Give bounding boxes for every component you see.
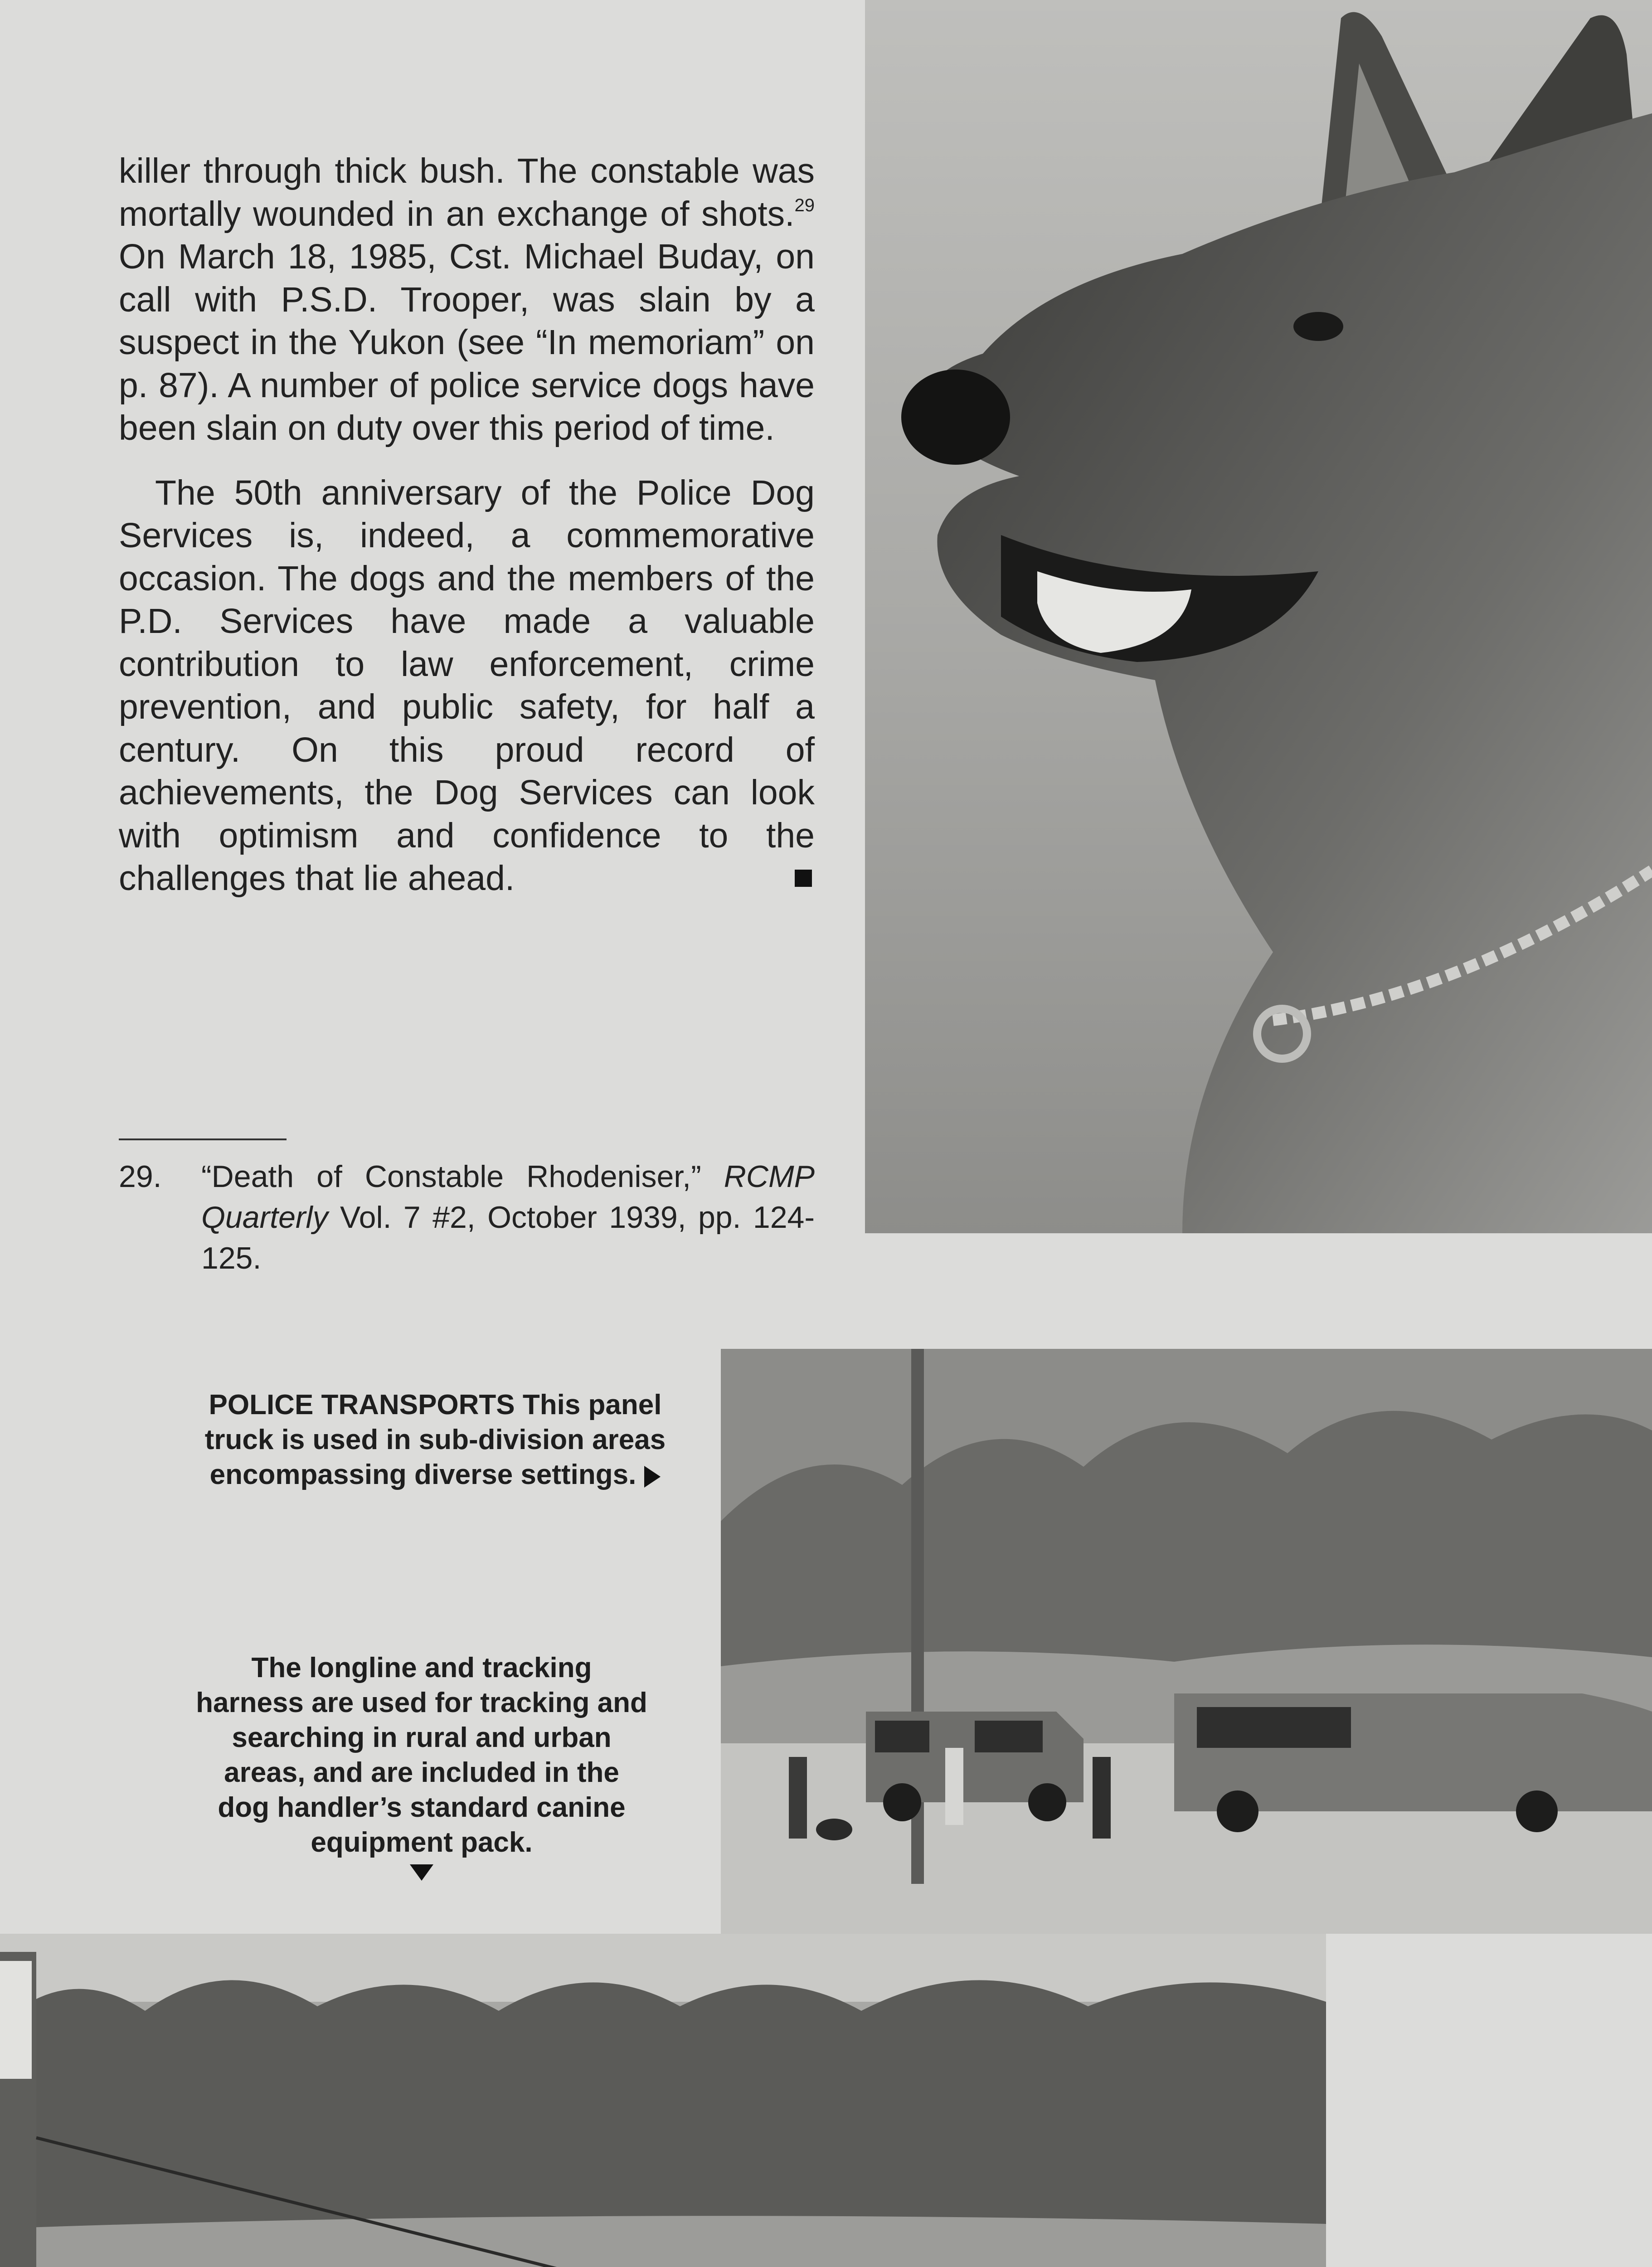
- arrow-right-icon: [644, 1466, 661, 1488]
- end-of-article-mark-icon: [795, 870, 812, 887]
- police-transports-caption: POLICE TRANSPORTS This panel truck is used in sub-division areas encompassing diverse settings.: [204, 1389, 666, 1490]
- panel-truck-photo: [721, 1349, 1652, 1934]
- german-shepherd-icon: [865, 0, 1652, 1233]
- footnote-reference: 29: [794, 195, 815, 215]
- footnote-publication: RCMP Quarterly: [201, 1159, 815, 1235]
- article-paragraph: killer through thick bush. The constable was mortally wounded in an exchange of shots.$^{29}$ On March 18, 1985, Cst. Michael Buday, on call with P.S.D. Trooper, was slain by a suspect in the Yukon (see “In memoriam” on p. 87). A number of police service dogs have been slain on duty over this period of time.: [119, 151, 815, 448]
- arrow-down-icon: [410, 1864, 433, 1881]
- police-van-icon: [721, 1349, 1652, 1934]
- footnote: [119, 1156, 815, 1279]
- article-paragraph: The 50th anniversary of the Police Dog Services is, indeed, a commemorative occasion. The dogs and the members of the P.D. Services have made a valuable contribution to law enforcement, crime prevention, and public safety, for half a century. On this proud record of achievements, the Dog Services can look with optimism and confidence to the challenges that lie ahead.: [119, 473, 815, 898]
- footnote-text: “Death of Constable Rhodeniser,” RCMP Quarterly Vol. 7 #2, October 1939, pp. 124-125.: [201, 1159, 815, 1275]
- longline-caption: The longline and tracking harness are used for tracking and searching in rural and urban areas, and are included in the dog handler’s standard canine equipment pack.: [195, 1650, 648, 1881]
- tracking-dog-icon: [0, 1934, 1326, 2267]
- dog-portrait-photo: [865, 0, 1652, 1233]
- footnote-divider: [119, 1138, 287, 1140]
- tracking-dog-photo: [0, 1934, 1326, 2267]
- article-body: [119, 150, 815, 900]
- footnote-number: 29.: [119, 1159, 162, 1194]
